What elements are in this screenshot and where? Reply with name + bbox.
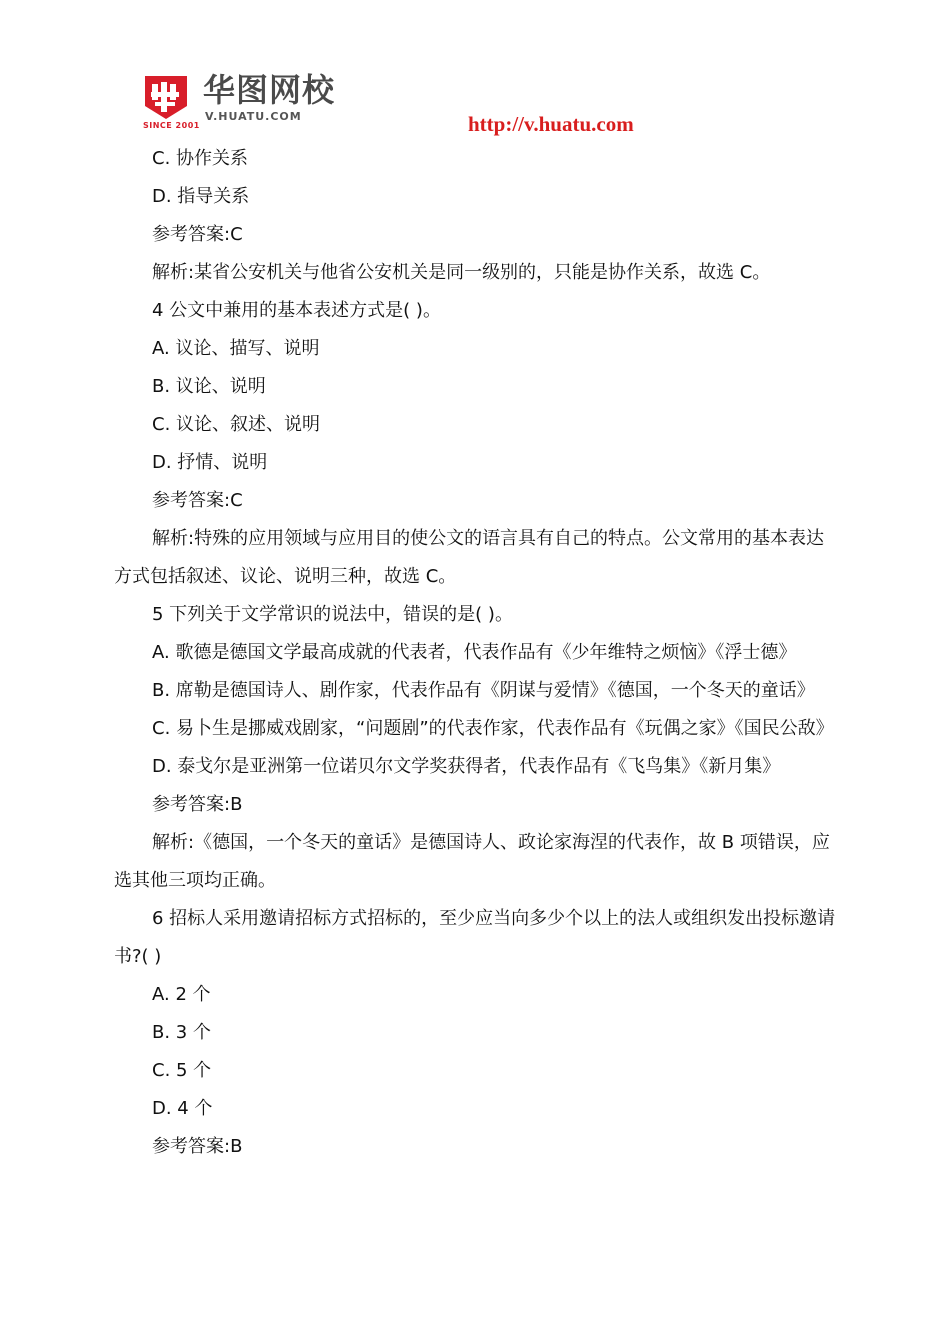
option-a-q5: A. 歌德是德国文学最高成就的代表者，代表作品有《少年维特之烦恼》《浮士德》: [152, 642, 797, 663]
site-url-link[interactable]: http://v.huatu.com: [468, 112, 634, 136]
option-b-q5: B. 席勒是德国诗人、剧作家，代表作品有《阴谋与爱情》《德国，一个冬天的童话》: [152, 680, 815, 701]
answer-q4: 参考答案:C: [152, 490, 243, 511]
option-a-q4: A. 议论、描写、说明: [152, 338, 320, 359]
answer-q5: 参考答案:B: [152, 794, 243, 815]
option-d-q4: D. 抒情、说明: [152, 452, 268, 473]
page-header: [0, 0, 950, 140]
answer-q3: 参考答案:C: [152, 224, 243, 245]
option-d-q6: D. 4 个: [152, 1098, 213, 1119]
logo-domain-text: V.HUATU.COM: [205, 110, 302, 123]
document-body: [114, 140, 842, 1166]
option-a-q6: A. 2 个: [152, 984, 211, 1005]
explanation-q5: 解析:《德国，一个冬天的童话》是德国诗人、政论家海涅的代表作，故 B 项错误，应选其他三项均正确。: [114, 832, 830, 891]
option-c-q4: C. 议论、叙述、说明: [152, 414, 321, 435]
option-b-q6: B. 3 个: [152, 1022, 211, 1043]
question-6: 6 招标人采用邀请招标方式招标的，至少应当向多少个以上的法人或组织发出投标邀请书?( ): [114, 908, 836, 967]
option-d-q3: D. 指导关系: [152, 186, 250, 207]
huatu-logo[interactable]: [141, 72, 371, 134]
question-4: 4 公文中兼用的基本表述方式是( )。: [152, 300, 441, 321]
option-b-q4: B. 议论、说明: [152, 376, 266, 397]
logo-brand-name: 华图网校: [203, 71, 336, 109]
option-c-q3: C. 协作关系: [152, 148, 249, 169]
option-d-q5: D. 泰戈尔是亚洲第一位诺贝尔文学奖获得者，代表作品有《飞鸟集》《新月集》: [152, 756, 781, 777]
question-5: 5 下列关于文学常识的说法中，错误的是( )。: [152, 604, 513, 625]
option-c-q6: C. 5 个: [152, 1060, 212, 1081]
option-c-q5: C. 易卜生是挪威戏剧家，“问题剧”的代表作家，代表作品有《玩偶之家》《国民公敌》: [152, 718, 834, 739]
explanation-q3: 解析:某省公安机关与他省公安机关是同一级别的，只能是协作关系，故选 C。: [152, 262, 771, 283]
logo-since-text: SINCE 2001: [143, 121, 200, 130]
explanation-q4: 解析:特殊的应用领域与应用目的使公文的语言具有自己的特点。公文常用的基本表达方式包括叙述、议论、说明三种，故选 C。: [114, 528, 825, 587]
answer-q6: 参考答案:B: [152, 1136, 243, 1157]
huatu-logo-mark-icon: [141, 72, 191, 122]
